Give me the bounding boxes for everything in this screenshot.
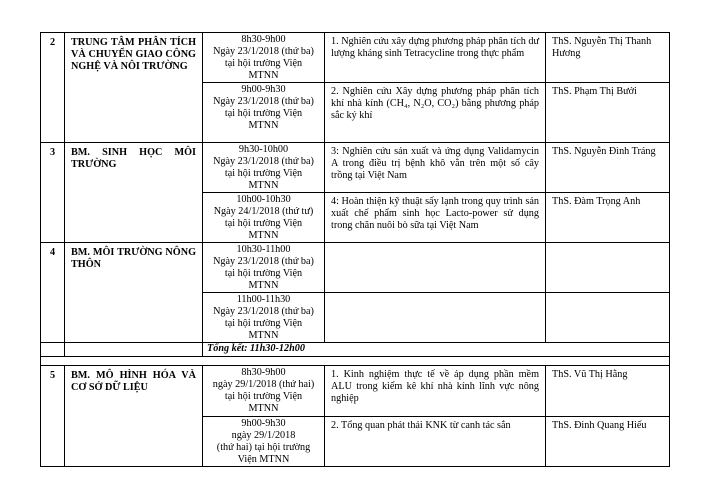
session-time: 11h00-11h30 [236, 294, 291, 305]
session-time: 10h00-10h30 [236, 194, 291, 205]
session-venue: tại hội trường Viện [224, 318, 303, 329]
topic-cell: 3: Nghiên cứu sản xuất và ứng dụng Validamycin A trong điều trị bệnh khô vằn trên một số cây trồng tại Việt Nam [325, 143, 546, 193]
session-venue: tại hội trường Viện [224, 391, 303, 402]
session-time-cell [203, 33, 325, 83]
summary-text: Tổng kết: 11h30-12h00 [203, 343, 670, 357]
session-time: 9h00-9h30 [241, 84, 286, 95]
session-time-cell [203, 243, 325, 293]
presenter-cell [546, 243, 670, 293]
presenter-cell [546, 293, 670, 343]
presenter-cell: ThS. Vũ Thị Hằng [546, 366, 670, 417]
schedule-table [40, 32, 670, 467]
session-org: MTNN [248, 70, 279, 81]
table-row [41, 243, 670, 293]
unit-name: TRUNG TÂM PHÂN TÍCH VÀ CHUYỂN GIAO CÔNG NGHỆ VÀ NÔI TRƯỜNG [65, 33, 203, 143]
topic-cell: 1. Kinh nghiệm thực tế về áp dụng phần mềm ALU trong kiểm kê khí nhà kính lĩnh vực nông nghiệp [325, 366, 546, 417]
session-date: Ngày 23/1/2018 (thứ ba) [213, 256, 314, 267]
session-time: 8h30-9h00 [241, 367, 286, 378]
session-time-cell [203, 293, 325, 343]
session-time: 10h30-11h00 [236, 244, 291, 255]
session-org: MTNN [248, 180, 279, 191]
session-time: 8h30-9h00 [241, 34, 286, 45]
session-org: MTNN [248, 330, 279, 341]
presenter-cell: ThS. Đinh Quang Hiếu [546, 417, 670, 467]
session-time: 9h00-9h30 [241, 418, 286, 429]
summary-row [41, 343, 670, 357]
unit-name: BM. MÔI TRƯỜNG NÔNG THÔN [65, 243, 203, 343]
presenter-cell: ThS. Phạm Thị Bưởi [546, 83, 670, 143]
unit-name: BM. SINH HỌC MÔI TRƯỜNG [65, 143, 203, 243]
session-venue: tại hội trường Viện [224, 268, 303, 279]
session-time-cell [203, 366, 325, 417]
session-org: MTNN [248, 403, 279, 414]
topic-cell: 4: Hoàn thiện kỹ thuật sấy lạnh trong quy trình sản xuất chế phẩm sinh học Lacto-power sử dụng trong chăn nuôi bò sữa tại Việt Nam [325, 193, 546, 243]
row-number: 5 [41, 366, 65, 467]
session-date: Ngày 23/1/2018 (thứ ba) [213, 306, 314, 317]
session-date: Ngày 23/1/2018 (thứ ba) [213, 96, 314, 107]
session-time-cell [203, 417, 325, 467]
row-number: 4 [41, 243, 65, 343]
presenter-cell: ThS. Nguyễn Đình Tráng [546, 143, 670, 193]
unit-name: BM. MÔ HÌNH HÓA VÀ CƠ SỞ DỮ LIỆU [65, 366, 203, 467]
table-row [41, 366, 670, 417]
session-org: Viện MTNN [237, 454, 290, 465]
session-date: Ngày 23/1/2018 (thứ ba) [213, 156, 314, 167]
row-number: 3 [41, 143, 65, 243]
session-venue: tại hội trường Viện [224, 108, 303, 119]
summary-empty-cell [41, 343, 65, 357]
topic-cell [325, 293, 546, 343]
session-time: 9h30-10h00 [238, 144, 289, 155]
session-venue: (thứ hai) tại hội trường [216, 442, 311, 453]
table-row [41, 143, 670, 193]
session-venue: tại hội trường Viện [224, 168, 303, 179]
session-date: ngày 29/1/2018 [231, 430, 296, 441]
session-time-cell [203, 143, 325, 193]
topic-cell: 2. Nghiên cứu Xây dựng phương pháp phân tích khí nhà kính (CH₄, N₂O, CO₂) bằng phương pháp sắc ký khí [325, 83, 546, 143]
session-venue: tại hội trường Viện [224, 58, 303, 69]
row-number: 2 [41, 33, 65, 143]
session-date: Ngày 23/1/2018 (thứ ba) [213, 46, 314, 57]
presenter-cell: ThS. Đàm Trọng Anh [546, 193, 670, 243]
topic-cell [325, 243, 546, 293]
session-venue: tại hội trường Viện [224, 218, 303, 229]
session-date: Ngày 24/1/2018 (thứ tư) [213, 206, 314, 217]
session-org: MTNN [248, 280, 279, 291]
spacer-cell [41, 357, 670, 366]
spacer-row [41, 357, 670, 366]
topic-cell: 1. Nghiên cứu xây dựng phương pháp phân tích dư lượng kháng sinh Tetracycline trong thực phẩm [325, 33, 546, 83]
session-org: MTNN [248, 120, 279, 131]
session-date: ngày 29/1/2018 (thứ hai) [212, 379, 315, 390]
session-time-cell [203, 83, 325, 143]
presenter-cell: ThS. Nguyễn Thị Thanh Hương [546, 33, 670, 83]
table-row [41, 33, 670, 83]
summary-empty-cell [65, 343, 203, 357]
session-time-cell [203, 193, 325, 243]
topic-cell: 2. Tổng quan phát thải KNK từ canh tác sắn [325, 417, 546, 467]
session-org: MTNN [248, 230, 279, 241]
